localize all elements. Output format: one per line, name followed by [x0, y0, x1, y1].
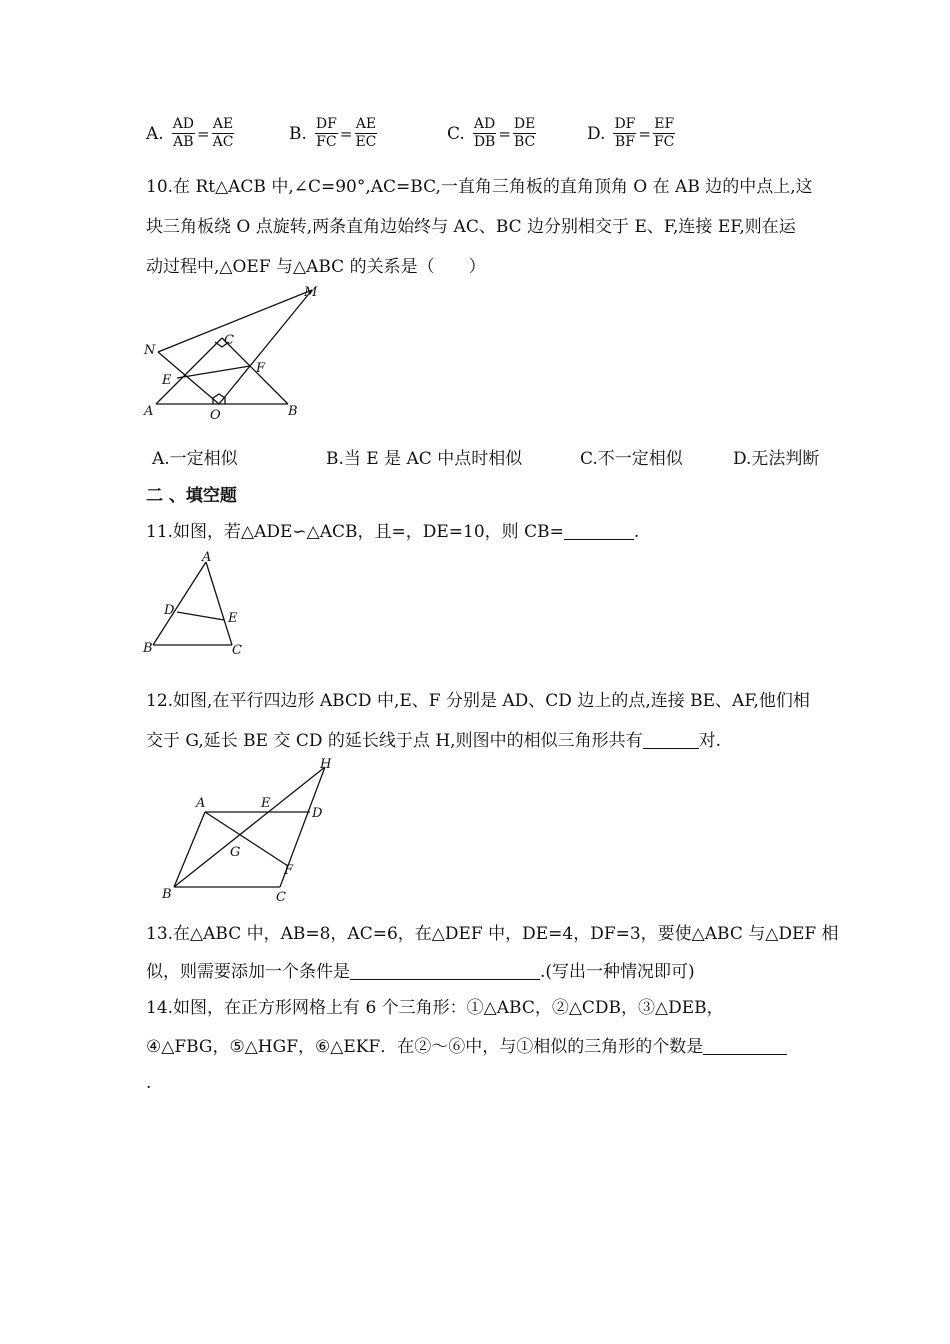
q12-label-e: E: [261, 796, 271, 811]
q12-label-f: F: [284, 863, 294, 878]
q9-option-label: B.: [289, 123, 307, 144]
q10-line-3: 动过程中,△OEF 与△ABC 的关系是（ ）: [146, 257, 486, 277]
q10-segment-ac: [156, 338, 222, 404]
q10-figure: [140, 282, 340, 422]
q11-end: .: [633, 522, 640, 542]
q11-answer-blank: [564, 521, 634, 540]
q11-text: 11.如图，若△ADE∽△ACB，且=，DE=10，则 CB=: [146, 522, 564, 542]
q9-fraction-left: [172, 116, 195, 151]
q12-text-a: 交于 G,延长 BE 交 CD 的延长线于点 H,则图中的相似三角形共有: [146, 731, 643, 751]
q9-fraction-right: [653, 116, 675, 151]
q10-option-d: D.无法判断: [733, 449, 820, 469]
q9-option-label: D.: [587, 123, 606, 144]
q10-segment-nm: [158, 290, 312, 352]
q9-fraction-right: [212, 116, 235, 151]
q9-option-label: A.: [146, 123, 164, 144]
q12-line-1: 12.如图,在平行四边形 ABCD 中,E、F 分别是 AD、CD 边上的点,连接 BE、AF,他们相: [146, 691, 810, 711]
q9-numerator: AD: [473, 116, 496, 132]
q12-label-g: G: [230, 845, 241, 860]
q14-line-1: 14.如图，在正方形网格上有 6 个三角形：①△ABC，②△CDB，③△DEB，: [146, 998, 724, 1018]
q9-numerator: AE: [355, 116, 377, 132]
q9-option-b: [289, 116, 377, 151]
q13-text-b: .(写出一种情况即可): [540, 962, 695, 982]
q12-label-c: C: [276, 890, 286, 904]
q9-denominator: DB: [473, 134, 496, 150]
q12-answer-blank: [643, 730, 699, 749]
section-2-heading: 二 、填空题: [146, 486, 237, 506]
q9-fraction-left: [473, 116, 497, 151]
q9-fraction-left: [315, 116, 338, 151]
q9-equals: =: [197, 124, 210, 143]
q11-label-c: C: [232, 643, 242, 658]
q11-figure: [140, 548, 260, 660]
q12-segment-ab: [174, 812, 205, 887]
q11-segment-de: [177, 612, 224, 620]
q10-label-e: E: [162, 373, 172, 388]
q10-line-2: 块三角板绕 O 点旋转,两条直角边始终与 AC、BC 边分别相交于 E、F,连接 EF,则在运: [146, 217, 796, 237]
q10-label-b: B: [288, 404, 298, 419]
q10-option-b: B.当 E 是 AC 中点时相似: [326, 449, 523, 469]
q11-segment-ab: [153, 562, 206, 645]
q9-numerator: DE: [513, 116, 536, 132]
q9-option-label: C.: [447, 123, 465, 144]
q12-figure: [150, 754, 350, 904]
q9-fraction-right: [513, 116, 536, 151]
q9-numerator: AD: [172, 116, 195, 132]
q11-label-a: A: [202, 550, 212, 565]
q10-option-a: A.一定相似: [152, 449, 238, 469]
q14-line-2: [146, 1036, 787, 1058]
q13-line-2: [146, 961, 695, 983]
q9-equals: =: [339, 124, 353, 143]
q11-label-e: E: [228, 611, 238, 626]
q9-option-a: [146, 116, 234, 151]
q10-label-n: N: [144, 343, 156, 358]
q10-label-f: F: [256, 361, 266, 376]
q9-numerator: EF: [654, 116, 675, 132]
q12-text-b: 对.: [698, 731, 721, 751]
q14-text: ④△FBG，⑤△HGF，⑥△EKF．在②～⑥中，与①相似的三角形的个数是: [146, 1037, 704, 1057]
q9-equals: =: [638, 124, 651, 143]
q9-equals: =: [498, 124, 511, 143]
q11-label-b: B: [143, 641, 153, 656]
q9-denominator: BF: [614, 134, 635, 150]
q11-text-line: [146, 521, 639, 543]
q12-label-a: A: [196, 796, 206, 811]
q9-numerator: DF: [315, 116, 337, 132]
q9-fraction-right: [354, 116, 377, 151]
q9-denominator: FC: [316, 134, 337, 150]
q13-answer-blank: [350, 961, 540, 980]
q12-label-b: B: [162, 887, 172, 902]
q10-label-a: A: [144, 404, 154, 419]
q11-label-d: D: [164, 603, 175, 618]
q12-label-h: H: [320, 757, 332, 772]
q13-line-1: 13.在△ABC 中，AB=8，AC=6，在△DEF 中，DE=4，DF=3，要使△ABC 与△DEF 相: [146, 924, 839, 944]
q14-line-3: .: [146, 1073, 152, 1093]
q9-denominator: AC: [212, 134, 234, 150]
q9-denominator: BC: [514, 134, 536, 150]
q9-numerator: DF: [614, 116, 636, 132]
q12-line-2: [146, 730, 721, 752]
q10-label-c: C: [224, 333, 234, 348]
q10-label-m: M: [304, 285, 318, 300]
q9-denominator: AB: [173, 134, 194, 150]
q9-numerator: AE: [212, 116, 234, 132]
q12-label-d: D: [312, 806, 323, 821]
q12-segment-af: [205, 812, 288, 866]
q10-option-c: C.不一定相似: [580, 449, 683, 469]
q9-option-d: [587, 116, 675, 151]
q10-line-1: 10.在 Rt△ACB 中,∠C=90°,AC=BC,一直角三角板的直角顶角 O 在 AB 边的中点上,这: [146, 177, 813, 197]
q10-label-o: O: [210, 408, 221, 422]
q11-segment-ac: [206, 562, 232, 645]
q14-answer-blank: [703, 1036, 787, 1055]
q13-text-a: 似，则需要添加一个条件是: [146, 962, 350, 982]
q9-option-c: [447, 116, 536, 151]
q9-denominator: EC: [355, 134, 377, 150]
q9-fraction-left: [613, 116, 636, 151]
q9-denominator: FC: [653, 134, 675, 150]
